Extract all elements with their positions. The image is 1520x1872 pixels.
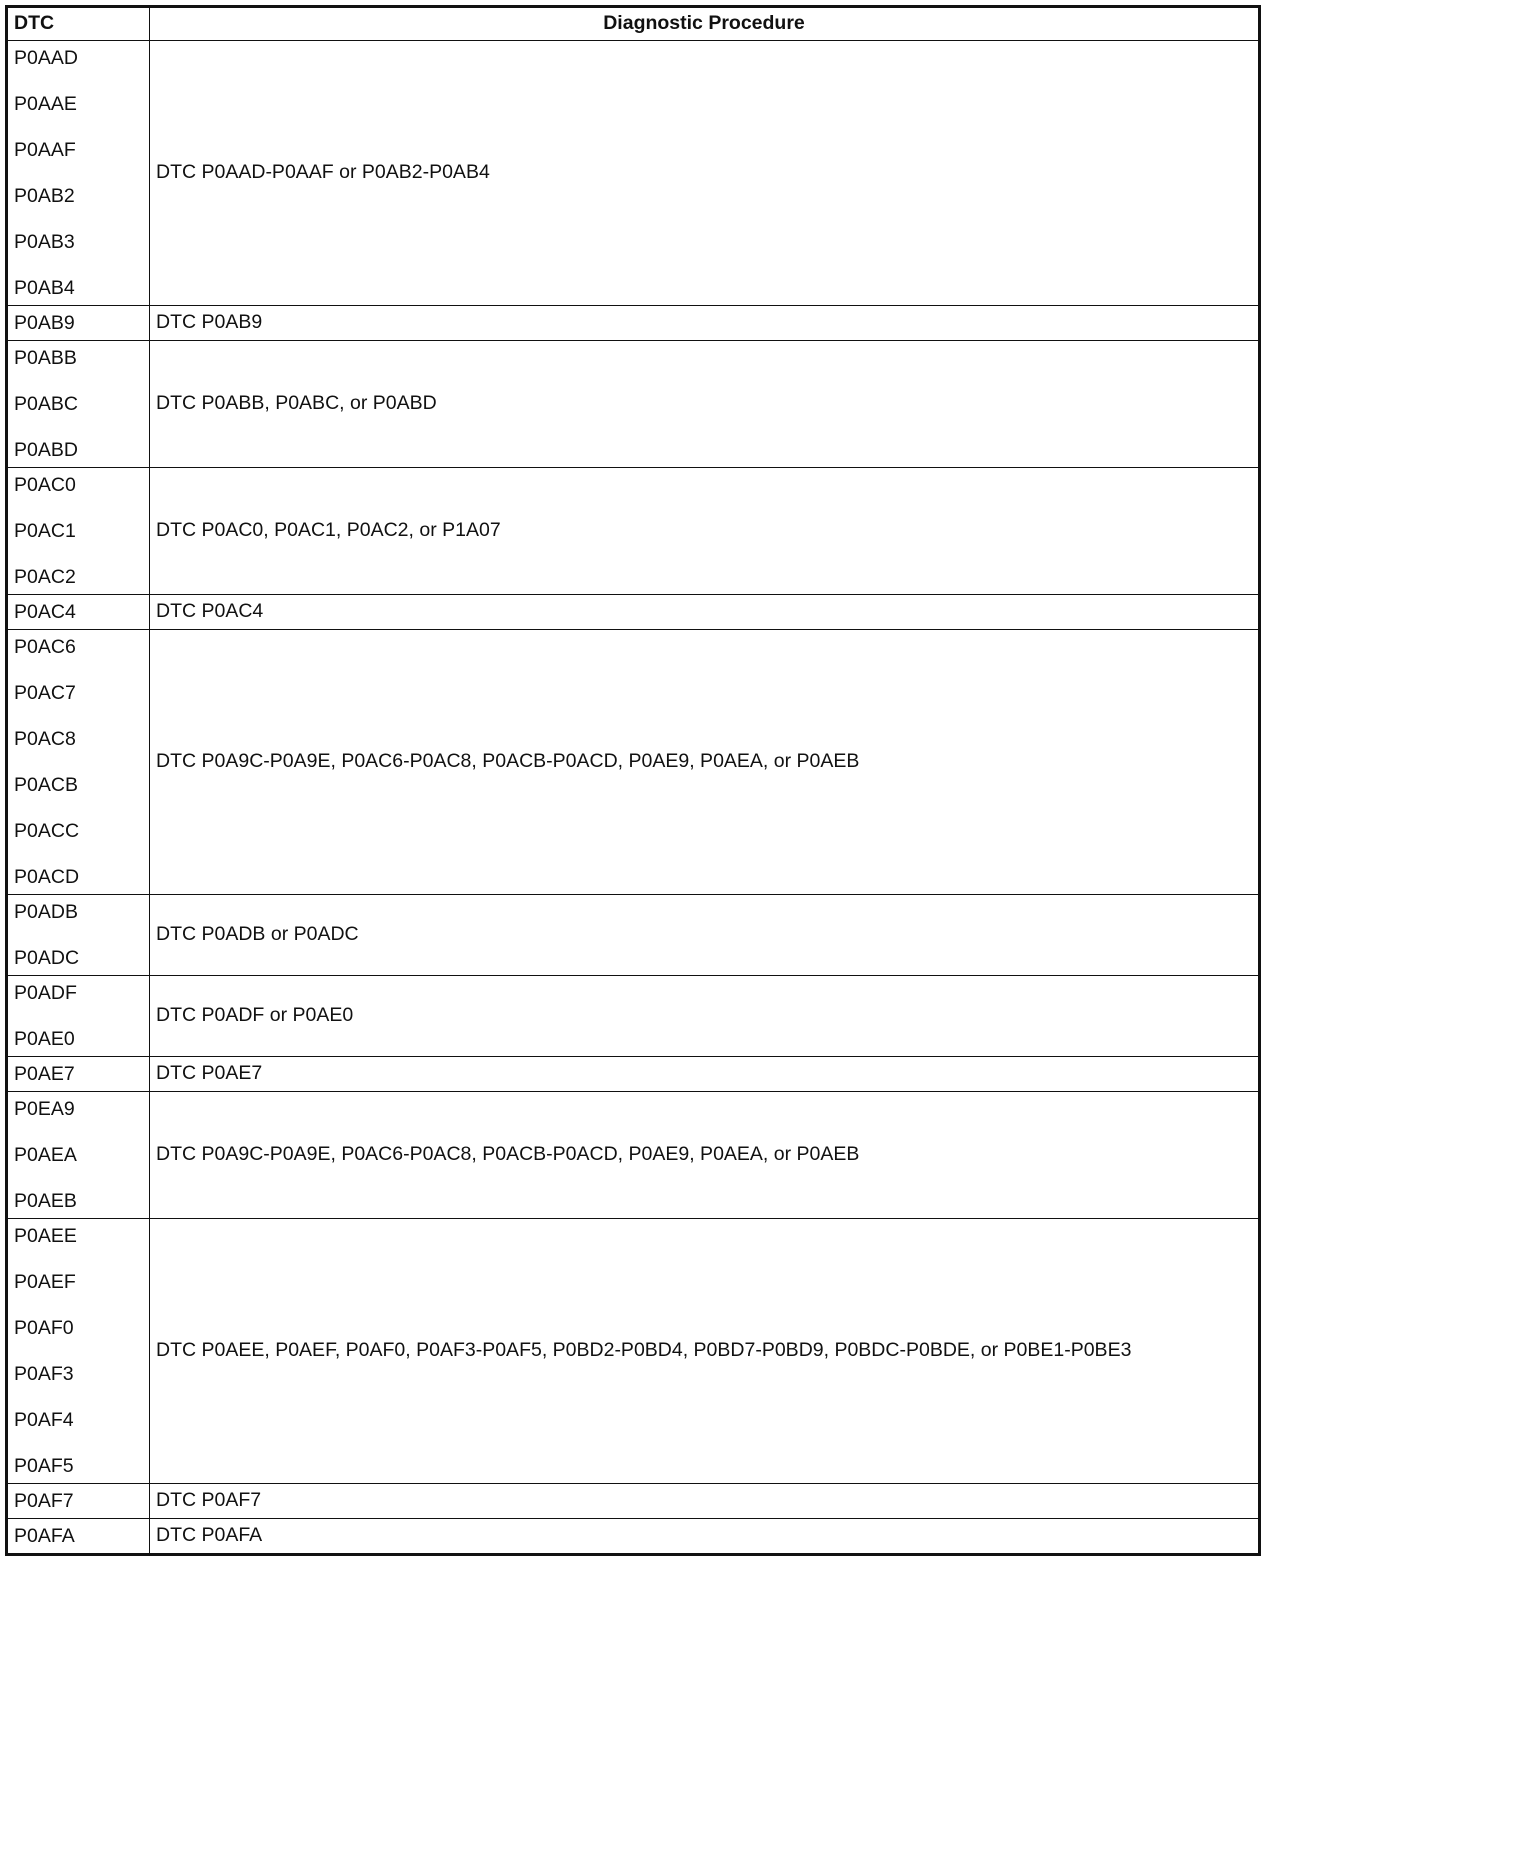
diagnostic-procedure-link[interactable]: DTC P0AB9 <box>150 306 1260 341</box>
table-body <box>7 41 1260 1555</box>
dtc-column-header: DTC <box>7 7 150 41</box>
diagnostic-procedure-link[interactable]: DTC P0AFA <box>150 1519 1260 1555</box>
dtc-code: P0AB3 <box>14 231 75 253</box>
dtc-codes-cell <box>7 468 150 595</box>
dtc-code: P0AAF <box>14 139 76 161</box>
diagnostic-procedure-link[interactable]: DTC P0AC4 <box>150 595 1260 630</box>
table-row <box>7 1057 1260 1092</box>
dtc-codes-cell <box>7 1484 150 1519</box>
dtc-codes-cell <box>7 1519 150 1555</box>
dtc-code: P0ACD <box>14 866 80 888</box>
table-row <box>7 595 1260 630</box>
dtc-code: P0AB2 <box>14 185 75 207</box>
dtc-code: P0AC6 <box>14 636 76 658</box>
diagnostic-procedure-link[interactable]: DTC P0ADF or P0AE0 <box>150 976 1260 1057</box>
dtc-code: P0AEF <box>14 1271 76 1293</box>
dtc-codes-cell <box>7 630 150 895</box>
table-row <box>7 630 1260 895</box>
dtc-code: P0EA9 <box>14 1098 75 1120</box>
dtc-code: P0AEB <box>14 1190 77 1212</box>
diagnostic-procedure-link[interactable]: DTC P0ADB or P0ADC <box>150 895 1260 976</box>
dtc-code: P0AAD <box>14 47 78 69</box>
dtc-code: P0ADF <box>14 982 77 1004</box>
diagnostic-procedure-link[interactable]: DTC P0AE7 <box>150 1057 1260 1092</box>
dtc-code: P0ACC <box>14 820 80 842</box>
table-header-row <box>7 7 1260 41</box>
table-row <box>7 1519 1260 1555</box>
dtc-codes-cell <box>7 306 150 341</box>
dtc-code: P0ABC <box>14 393 78 415</box>
dtc-code: P0ADC <box>14 947 80 969</box>
dtc-codes-cell <box>7 1057 150 1092</box>
diagnostic-procedure-link[interactable]: DTC P0AC0, P0AC1, P0AC2, or P1A07 <box>150 468 1260 595</box>
dtc-code: P0AC7 <box>14 682 76 704</box>
dtc-code: P0AC0 <box>14 474 76 496</box>
procedure-column-header: Diagnostic Procedure <box>150 7 1260 41</box>
dtc-code: P0AEA <box>14 1144 77 1166</box>
dtc-codes-cell <box>7 976 150 1057</box>
diagnostic-procedure-link[interactable]: DTC P0AAD-P0AAF or P0AB2-P0AB4 <box>150 41 1260 306</box>
dtc-codes-cell <box>7 595 150 630</box>
table-row <box>7 41 1260 306</box>
dtc-code: P0AF3 <box>14 1363 74 1385</box>
diagnostic-procedure-link[interactable]: DTC P0A9C-P0A9E, P0AC6-P0AC8, P0ACB-P0ACD, P0AE9, P0AEA, or P0AEB <box>150 1092 1260 1219</box>
dtc-code: P0AC1 <box>14 520 76 542</box>
dtc-codes-cell <box>7 341 150 468</box>
table-row <box>7 1219 1260 1484</box>
dtc-code: P0AE0 <box>14 1028 75 1050</box>
table-row <box>7 306 1260 341</box>
dtc-code: P0AB9 <box>14 312 75 334</box>
diagnostic-procedure-link[interactable]: DTC P0AF7 <box>150 1484 1260 1519</box>
table-row <box>7 1092 1260 1219</box>
diagnostic-procedure-link[interactable]: DTC P0AEE, P0AEF, P0AF0, P0AF3-P0AF5, P0BD2-P0BD4, P0BD7-P0BD9, P0BDC-P0BDE, or P0BE1-P0BE3 <box>150 1219 1260 1484</box>
table-row <box>7 341 1260 468</box>
table-row <box>7 468 1260 595</box>
dtc-code: P0AE7 <box>14 1063 75 1085</box>
dtc-codes-cell <box>7 1219 150 1484</box>
dtc-code: P0AC4 <box>14 601 76 623</box>
dtc-code: P0AAE <box>14 93 77 115</box>
dtc-code: P0AC2 <box>14 566 76 588</box>
dtc-code: P0AC8 <box>14 728 76 750</box>
dtc-code: P0AF5 <box>14 1455 74 1477</box>
dtc-codes-cell <box>7 1092 150 1219</box>
table-row <box>7 976 1260 1057</box>
dtc-code: P0ABD <box>14 439 78 461</box>
dtc-codes-cell <box>7 895 150 976</box>
dtc-code: P0ADB <box>14 901 78 923</box>
dtc-code: P0AFA <box>14 1525 75 1547</box>
table-row <box>7 1484 1260 1519</box>
dtc-code: P0AF0 <box>14 1317 74 1339</box>
dtc-code: P0AEE <box>14 1225 77 1247</box>
dtc-codes-cell <box>7 41 150 306</box>
dtc-code: P0AF7 <box>14 1490 74 1512</box>
table-row <box>7 895 1260 976</box>
dtc-code: P0AF4 <box>14 1409 74 1431</box>
dtc-code: P0AB4 <box>14 277 75 299</box>
diagnostic-procedure-link[interactable]: DTC P0ABB, P0ABC, or P0ABD <box>150 341 1260 468</box>
dtc-table <box>5 5 1261 1556</box>
dtc-code: P0ACB <box>14 774 78 796</box>
diagnostic-procedure-link[interactable]: DTC P0A9C-P0A9E, P0AC6-P0AC8, P0ACB-P0ACD, P0AE9, P0AEA, or P0AEB <box>150 630 1260 895</box>
dtc-code: P0ABB <box>14 347 77 369</box>
